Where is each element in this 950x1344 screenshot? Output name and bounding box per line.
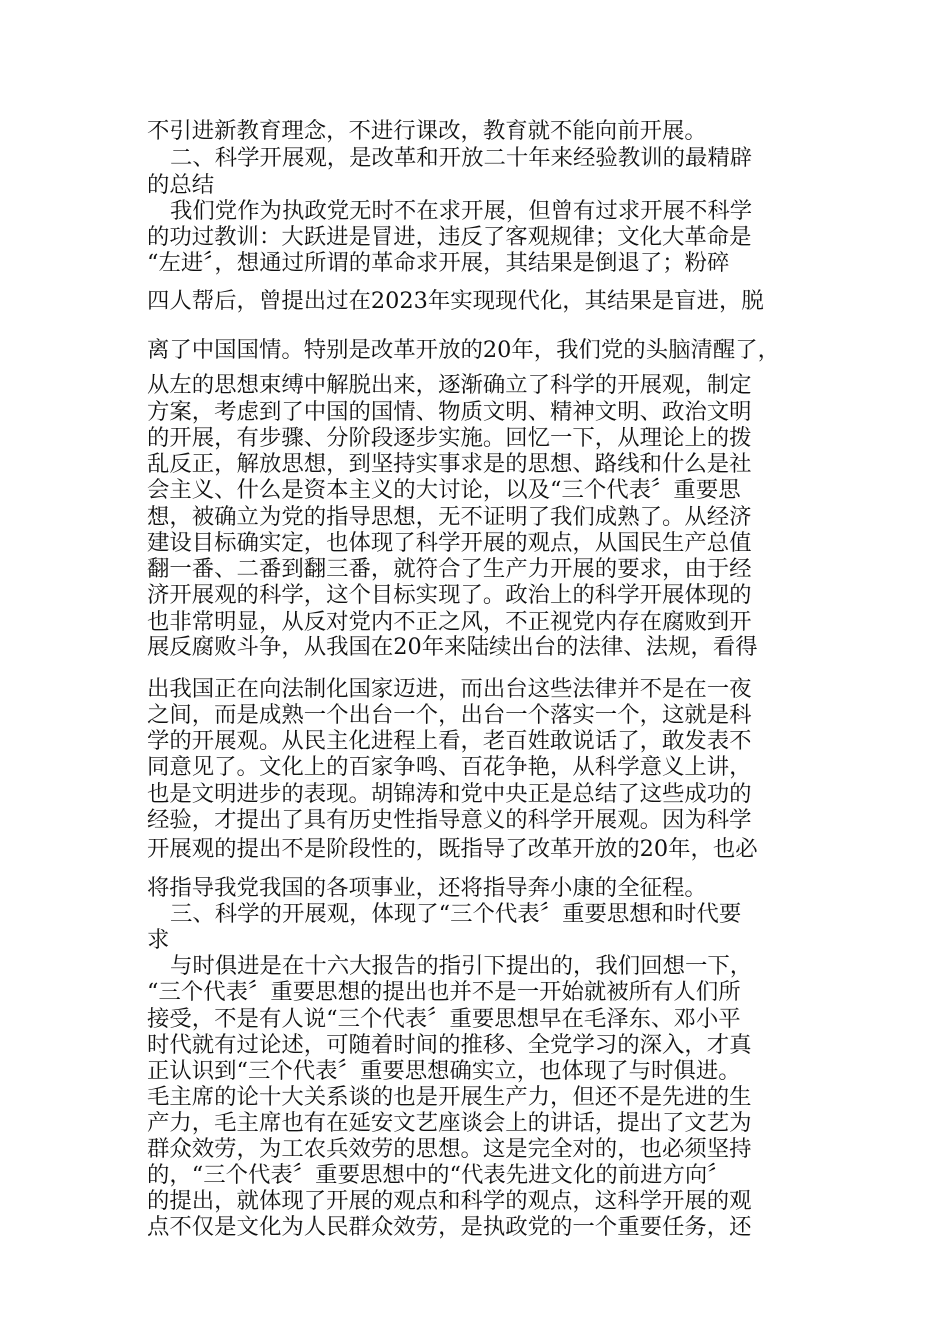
text-line: 群众效劳，为工农兵效劳的思想。这是完全对的，也必须坚持 (147, 1136, 752, 1162)
text-line: 时代就有过论述，可随着时间的推移、全党学习的深入，才真 (147, 1032, 752, 1058)
text-line: 的提出，就体现了开展的观点和科学的观点，这科学开展的观 (147, 1188, 752, 1214)
text-line: 毛主席的论十大关系谈的也是开展生产力，但还不是先进的生 (147, 1084, 752, 1110)
section-heading-line: 的总结 (147, 172, 215, 198)
text-line: 乱反正，解放思想，到坚持实事求是的思想、路线和什么是社 (147, 451, 752, 477)
text-line: 同意见了。文化上的百家争鸣、百花争艳，从科学意义上讲， (147, 754, 752, 780)
text-line: 接受，不是有人说“三个代表〞重要思想早在毛泽东、邓小平 (147, 1006, 741, 1032)
text-line: 济开展观的科学，这个目标实现了。政治上的科学开展体现的 (147, 582, 752, 608)
section-heading-line: 三、科学的开展观，体现了“三个代表〞重要思想和时代要 (170, 901, 742, 927)
text-line: 想，被确立为党的指导思想，无不证明了我们成熟了。从经济 (147, 504, 752, 530)
text-line: 我们党作为执政党无时不在求开展，但曾有过求开展不科学 (170, 198, 753, 224)
text-line: 的，“三个代表〞重要思想中的“代表先进文化的前进方向〞 (147, 1162, 730, 1188)
text-line: 与时俱进是在十六大报告的指引下提出的，我们回想一下， (170, 953, 753, 979)
text-line: “三个代表〞重要思想的提出也并不是一开始就被所有人们所 (147, 979, 741, 1005)
text-line: 经验，才提出了具有历史性指导意义的科学开展观。因为科学 (147, 807, 752, 833)
text-line: 从左的思想束缚中解脱出来，逐渐确立了科学的开展观，制定 (147, 372, 752, 398)
text-line: 会主义、什么是资本主义的大讨论，以及“三个代表〞重要思 (147, 477, 741, 503)
text-line: 翻一番、二番到翻三番，就符合了生产力开展的要求，由于经 (147, 556, 752, 582)
text-line: 的开展，有步骤、分阶段逐步实施。回忆一下，从理论上的拨 (147, 425, 752, 451)
text-line: 正认识到“三个代表〞重要思想确实立，也体现了与时俱进。 (147, 1058, 741, 1084)
text-line: 将指导我党我国的各项事业，还将指导奔小康的全征程。 (147, 875, 707, 901)
text-line: 离了中国国情。特别是改革开放的20年，我们党的头脑清醒了， (147, 337, 781, 363)
text-line: 建设目标确实定，也体现了科学开展的观点，从国民生产总值 (147, 530, 752, 556)
text-line: 也是文明进步的表现。胡锦涛和党中央正是总结了这些成功的 (147, 781, 752, 807)
text-line: 四人帮后，曾提出过在2023年实现现代化，其结果是盲进，脱 (147, 288, 764, 314)
text-line: 展反腐败斗争，从我国在20年来陆续出台的法律、法规，看得 (147, 634, 758, 660)
text-line: 点不仅是文化为人民群众效劳，是执政党的一个重要任务，还 (147, 1214, 752, 1240)
text-line: 产力，毛主席也有在延安文艺座谈会上的讲话，提出了文艺为 (147, 1110, 752, 1136)
text-line: 出我国正在向法制化国家迈进，而出台这些法律并不是在一夜 (147, 676, 752, 702)
text-line: 也非常明显，从反对党内不正之风，不正视党内存在腐败到开 (147, 609, 752, 635)
text-line: 开展观的提出不是阶段性的，既指导了改革开放的20年，也必 (147, 836, 758, 862)
section-heading-line: 二、科学开展观，是改革和开放二十年来经验教训的最精辟 (170, 145, 753, 171)
text-line: 之间，而是成熟一个出台一个，出台一个落实一个，这就是科 (147, 702, 752, 728)
text-line: 学的开展观。从民主化进程上看，老百姓敢说话了，敢发表不 (147, 728, 752, 754)
text-line: 的功过教训：大跃进是冒进，违反了客观规律；文化大革命是 (147, 224, 752, 250)
text-line: 方案，考虑到了中国的国情、物质文明、精神文明、政治文明 (147, 399, 752, 425)
text-line: 不引进新教育理念，不进行课改，教育就不能向前开展。 (147, 118, 707, 144)
section-heading-line: 求 (147, 927, 170, 953)
text-line: “左进〞，想通过所谓的革命求开展，其结果是倒退了；粉碎 (147, 250, 730, 276)
